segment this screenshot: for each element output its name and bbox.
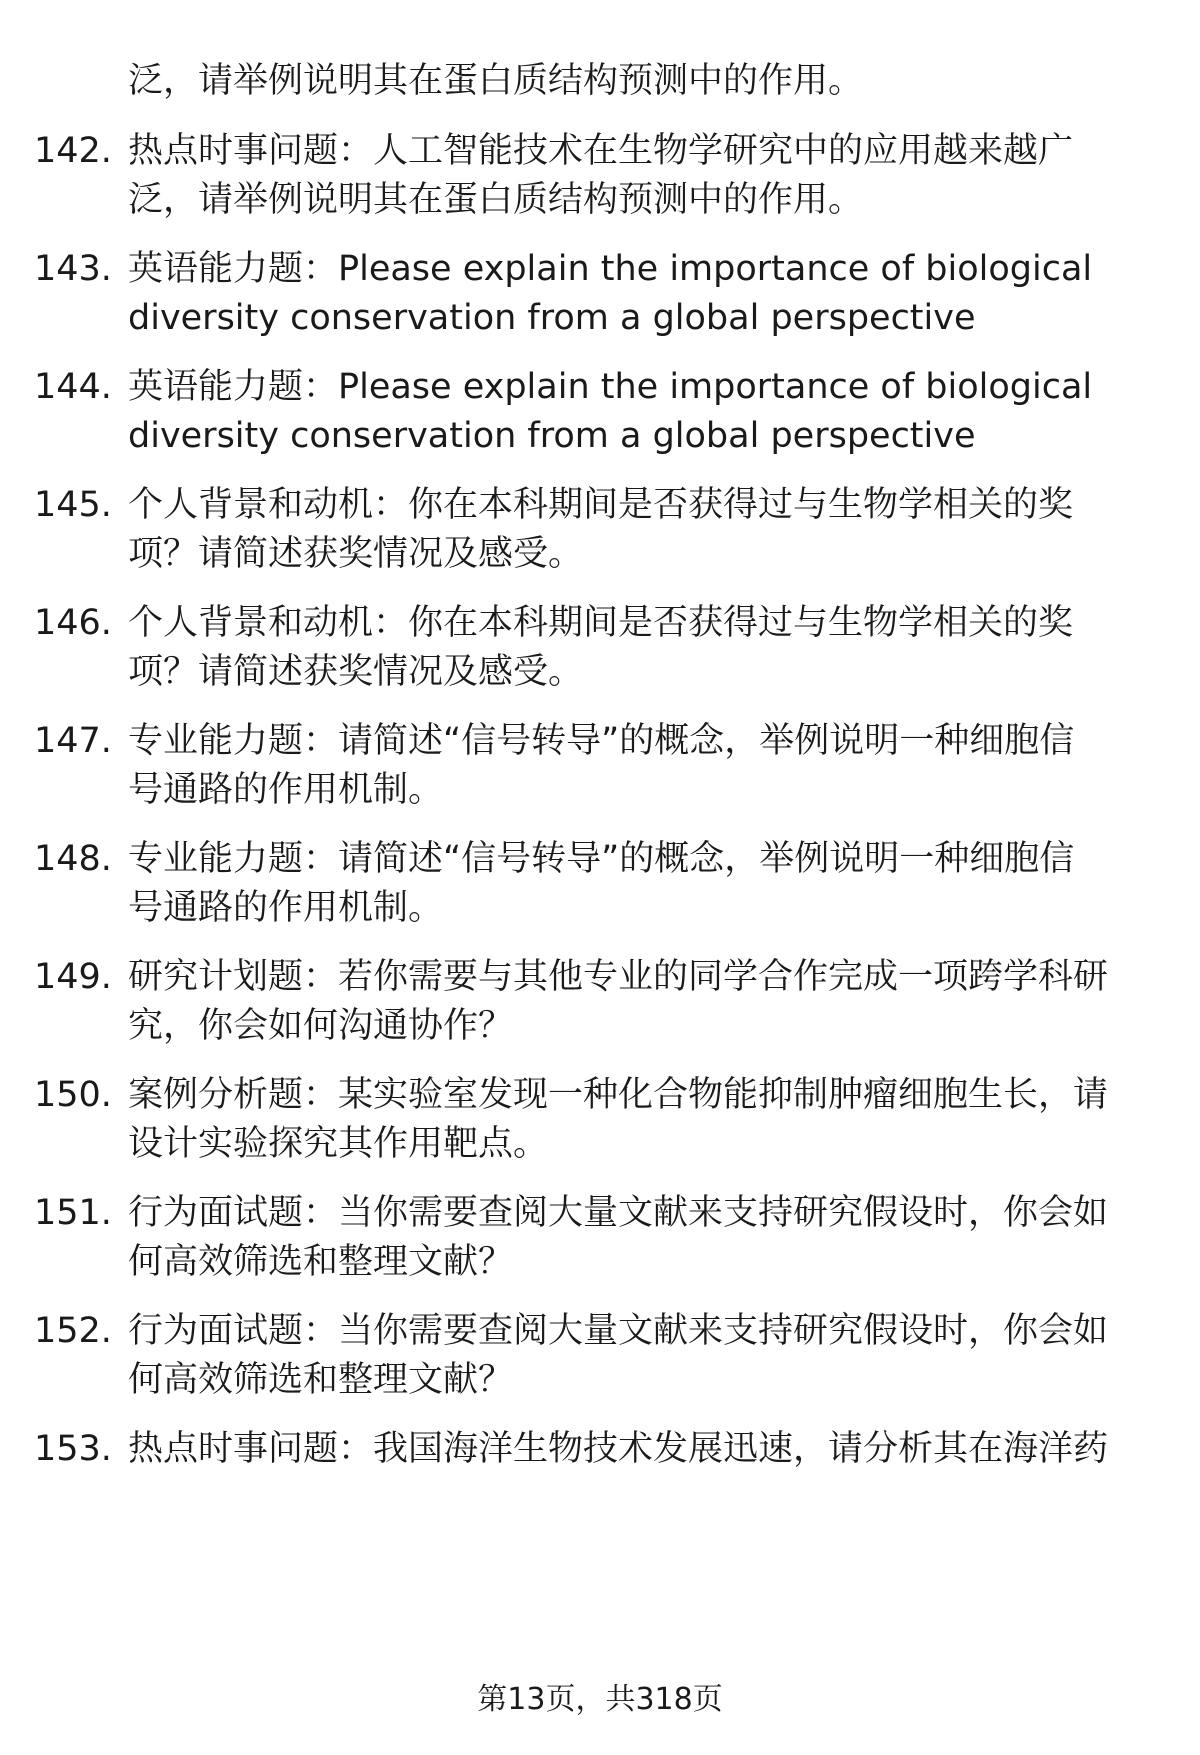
question-line: 个人背景和动机：你在本科期间是否获得过与生物学相关的奖 [128, 485, 1074, 525]
question-text [128, 717, 1138, 815]
question-line: 何高效筛选和整理文献？ [128, 1360, 514, 1400]
question-line: 案例分析题：某实验室发现一种化合物能抑制肿瘤细胞生长，请 [128, 1075, 1109, 1115]
page-footer: 第13页，共318页 [477, 1682, 723, 1717]
question-number: 151. [34, 1193, 112, 1233]
question-line: diversity conservation from a global perspective [128, 298, 976, 338]
question-line: 项？请简述获奖情况及感受。 [128, 534, 584, 574]
question-line: 何高效筛选和整理文献？ [128, 1242, 514, 1282]
question-line: 设计实验探究其作用靶点。 [128, 1124, 549, 1164]
question-line: diversity conservation from a global perspective [128, 416, 976, 456]
question-number: 144. [34, 367, 112, 407]
question-text [128, 363, 1138, 461]
question-line: 研究计划题：若你需要与其他专业的同学合作完成一项跨学科研 [128, 957, 1109, 997]
question-line: 英语能力题：Please explain the importance of biological [128, 367, 1093, 407]
question-number: 142. [34, 131, 112, 171]
question-line: 究，你会如何沟通协作？ [128, 1006, 514, 1046]
question-text [128, 953, 1138, 1051]
question-line: 热点时事问题：人工智能技术在生物学研究中的应用越来越广 [128, 131, 1074, 171]
question-line: 专业能力题：请简述“信号转导”的概念，举例说明一种细胞信 [128, 721, 1075, 761]
question-number: 149. [34, 957, 112, 997]
question-number: 143. [34, 249, 112, 289]
question-number: 150. [34, 1075, 112, 1115]
question-line: 泛，请举例说明其在蛋白质结构预测中的作用。 [128, 180, 864, 220]
question-line: 行为面试题：当你需要查阅大量文献来支持研究假设时，你会如 [128, 1193, 1109, 1233]
question-text [128, 1189, 1138, 1287]
question-line: 热点时事问题：我国海洋生物技术发展迅速，请分析其在海洋药 [128, 1429, 1109, 1469]
question-number: 148. [34, 839, 112, 879]
question-line: 项？请简述获奖情况及感受。 [128, 652, 584, 692]
question-text [128, 1425, 1138, 1474]
question-text [128, 1071, 1138, 1169]
question-text [128, 835, 1138, 933]
question-line: 行为面试题：当你需要查阅大量文献来支持研究假设时，你会如 [128, 1311, 1109, 1351]
question-text [128, 599, 1138, 697]
question-line: 号通路的作用机制。 [128, 888, 444, 928]
question-number: 145. [34, 485, 112, 525]
question-number: 153. [34, 1429, 112, 1469]
question-text [128, 1307, 1138, 1405]
question-line: 个人背景和动机：你在本科期间是否获得过与生物学相关的奖 [128, 603, 1074, 643]
question-number: 146. [34, 603, 112, 643]
question-text [128, 481, 1138, 579]
question-text [128, 245, 1138, 343]
question-number: 147. [34, 721, 112, 761]
question-line: 英语能力题：Please explain the importance of biological [128, 249, 1093, 289]
question-line: 号通路的作用机制。 [128, 770, 444, 810]
continuation-line: 泛，请举例说明其在蛋白质结构预测中的作用。 [128, 61, 864, 101]
question-line: 专业能力题：请简述“信号转导”的概念，举例说明一种细胞信 [128, 839, 1075, 879]
question-number: 152. [34, 1311, 112, 1351]
question-text [128, 127, 1138, 225]
